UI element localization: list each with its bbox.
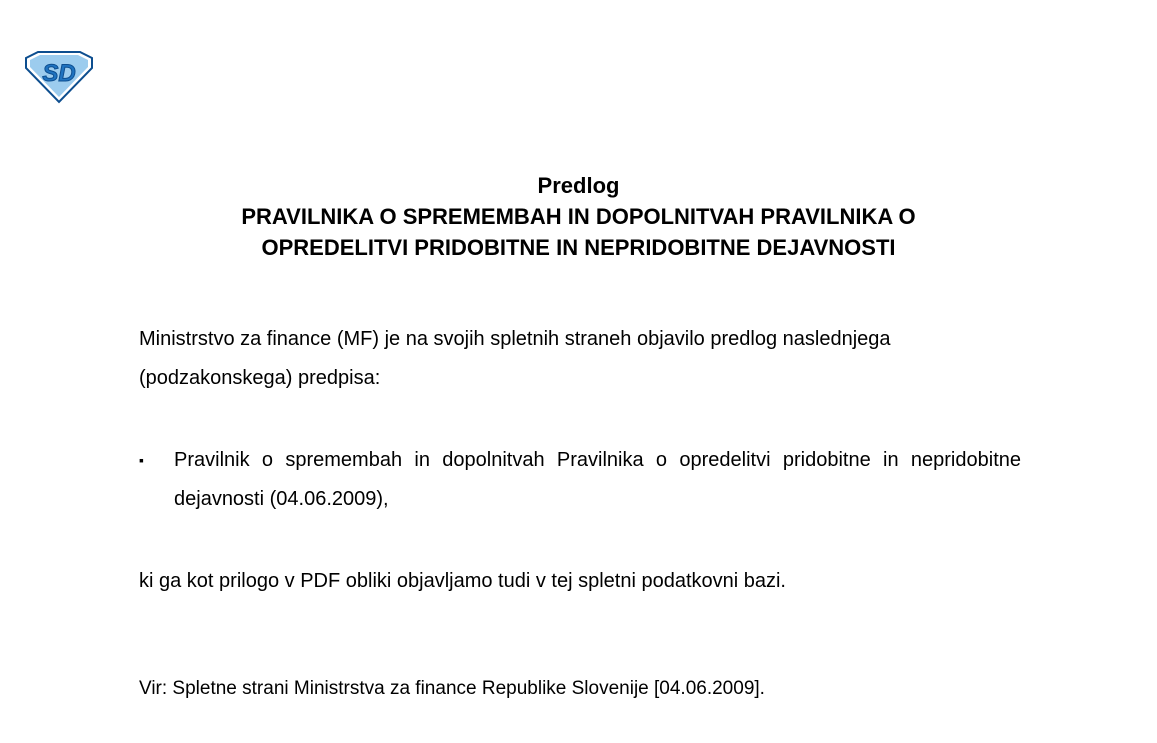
bullet-list bbox=[139, 441, 1021, 519]
sd-logo-icon bbox=[22, 50, 96, 104]
intro-paragraph: Ministrstvo za finance (MF) je na svojih spletnih straneh objavilo predlog naslednjega (podzakonskega) predpisa: bbox=[139, 328, 891, 389]
closing-paragraph: ki ga kot prilogo v PDF obliki objavljamo tudi v tej spletni podatkovni bazi. bbox=[139, 570, 786, 592]
logo bbox=[22, 50, 96, 104]
title-line-predlog: Predlog bbox=[537, 173, 620, 198]
document-title bbox=[0, 170, 1157, 263]
title-line-3: OPREDELITVI PRIDOBITNE IN NEPRIDOBITNE DEJAVNOSTI bbox=[261, 235, 896, 260]
source-line: Vir: Spletne strani Ministrstva za finance Republike Slovenije [04.06.2009]. bbox=[139, 678, 765, 699]
title-line-2: PRAVILNIKA O SPREMEMBAH IN DOPOLNITVAH PRAVILNIKA O bbox=[241, 204, 916, 229]
bullet-item-text: Pravilnik o spremembah in dopolnitvah Pravilnika o opredelitvi pridobitne in nepridobitne dejavnosti (04.06.2009), bbox=[174, 449, 1021, 510]
svg-text:SD: SD bbox=[42, 60, 76, 87]
bullet-marker: ▪ bbox=[139, 452, 144, 468]
